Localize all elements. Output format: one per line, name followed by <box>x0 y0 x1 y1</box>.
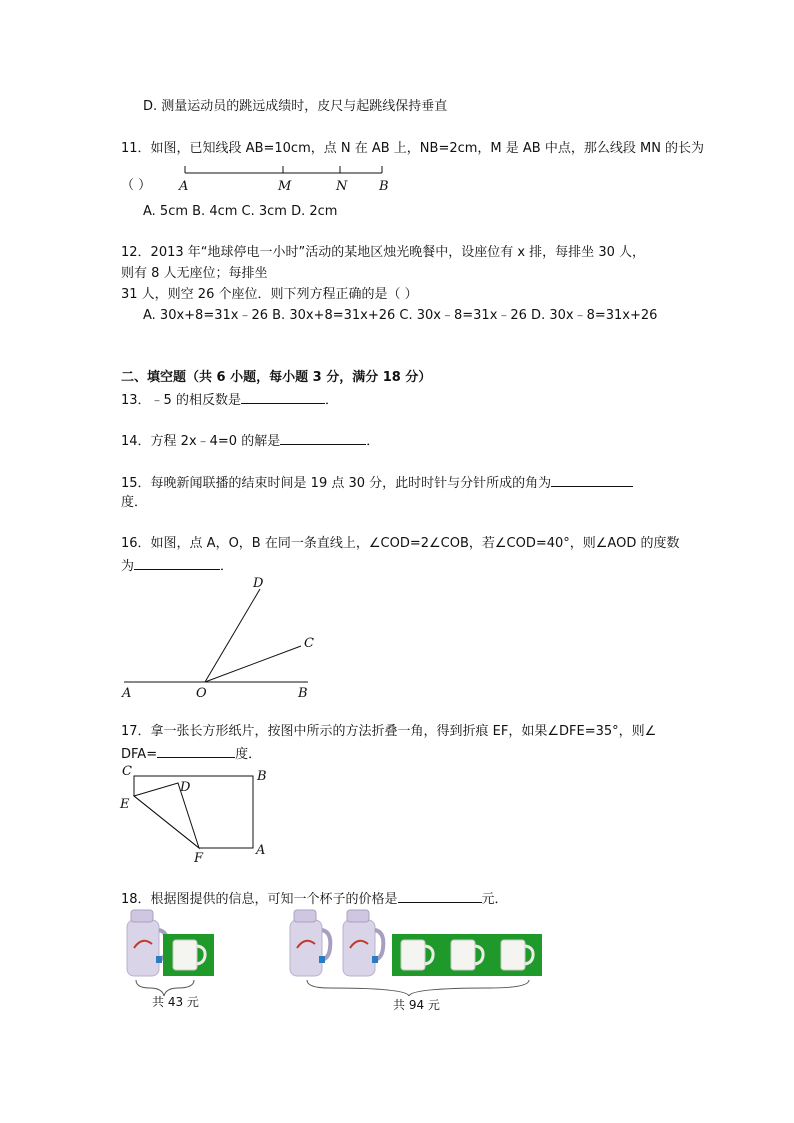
q11-label-a: A <box>179 179 189 194</box>
q12-line2: 则有 8 人无座位；每排坐 <box>121 266 268 281</box>
q13-text: 13．﹣5 的相反数是 <box>121 393 241 408</box>
q18-caption-1: 共 43 元 <box>152 995 199 1008</box>
q18-picture-1 <box>120 908 220 1008</box>
q16-line2-text: 为 <box>121 559 135 574</box>
q11-label-m: M <box>278 179 292 194</box>
q16-label-c: C <box>304 636 314 651</box>
q15-text: 15．每晚新闻联播的结束时间是 19 点 30 分，此时时针与分针所成的角为 <box>121 476 552 491</box>
cup-icon <box>492 934 542 976</box>
q18-answer-blank[interactable] <box>398 889 482 903</box>
q18-picture-2 <box>283 908 545 1014</box>
q12-line1: 12．2013 年“地球停电一小时”活动的某地区烛光晚餐中，设座位有 x 排，每排坐 30 人， <box>121 245 645 260</box>
q17-label-d: D <box>180 780 191 795</box>
q16-label-o: O <box>196 686 207 701</box>
q11-label-b: B <box>379 179 389 194</box>
q16-answer-blank[interactable] <box>134 556 220 570</box>
q17-end: 度． <box>235 747 262 762</box>
section-title: 二、填空题（共 6 小题，每小题 3 分，满分 18 分） <box>121 370 432 385</box>
q10-option-d: D. 测量运动员的跳远成绩时，皮尺与起跳线保持垂直 <box>143 99 448 114</box>
q16-angle-figure <box>118 572 328 702</box>
q17-line2-text: DFA= <box>121 747 158 762</box>
q18-end: 元． <box>481 892 508 907</box>
q17-label-e: E <box>120 797 130 812</box>
q17-label-c: C <box>122 764 132 779</box>
q18 <box>121 889 508 909</box>
q11-stem: 11．如图，已知线段 AB=10cm，点 N 在 AB 上，NB=2cm，M 是 AB 中点，那么线段 MN 的长为 <box>121 141 705 156</box>
q16-label-d: D <box>253 576 264 591</box>
flask-icon <box>127 910 167 976</box>
q17-label-b: B <box>257 769 267 784</box>
q14 <box>121 431 379 451</box>
q13 <box>121 390 338 410</box>
q15-answer-blank[interactable] <box>551 473 633 487</box>
q15-line2: 度． <box>121 495 148 510</box>
q16-label-b: B <box>298 686 308 701</box>
cup-icon <box>163 934 214 976</box>
flask-icon <box>343 910 383 976</box>
q11-segment-figure <box>175 160 395 196</box>
q12-options: A. 30x+8=31x﹣26 B. 30x+8=31x+26 C. 30x﹣8=31x﹣26 D. 30x﹣8=31x+26 <box>143 308 658 323</box>
q18-text: 18．根据图提供的信息，可知一个杯子的价格是 <box>121 892 398 907</box>
q17-answer-blank[interactable] <box>157 744 235 758</box>
flask-icon <box>290 910 330 976</box>
q13-end: ． <box>324 393 338 408</box>
q17-label-a: A <box>256 843 266 858</box>
q16-line1: 16．如图，点 A，O，B 在同一条直线上，∠COD=2∠COB，若∠COD=40°，则∠AOD 的度数 <box>121 536 680 551</box>
q16-label-a: A <box>122 686 132 701</box>
q17-line2 <box>121 744 261 764</box>
q17-line1: 17．拿一张长方形纸片，按图中所示的方法折叠一角，得到折痕 EF，如果∠DFE=35°，则∠ <box>121 724 657 739</box>
q16-end: ． <box>220 559 234 574</box>
q14-answer-blank[interactable] <box>280 431 366 445</box>
q15 <box>121 473 633 493</box>
q11-options: A. 5cm B. 4cm C. 3cm D. 2cm <box>143 204 338 219</box>
q14-end: ． <box>366 434 380 449</box>
q18-caption-2: 共 94 元 <box>393 998 440 1012</box>
q13-answer-blank[interactable] <box>241 390 325 404</box>
q12-line3: 31 人，则空 26 个座位．则下列方程正确的是（ ） <box>121 287 418 302</box>
cup-icon <box>392 934 442 976</box>
q11-label-n: N <box>336 179 348 194</box>
q17-label-f: F <box>194 851 204 866</box>
q11-answer-paren: （ ） <box>121 178 152 193</box>
q17-fold-figure <box>116 762 276 868</box>
q14-text: 14．方程 2x﹣4=0 的解是 <box>121 434 281 449</box>
cup-icon <box>442 934 492 976</box>
